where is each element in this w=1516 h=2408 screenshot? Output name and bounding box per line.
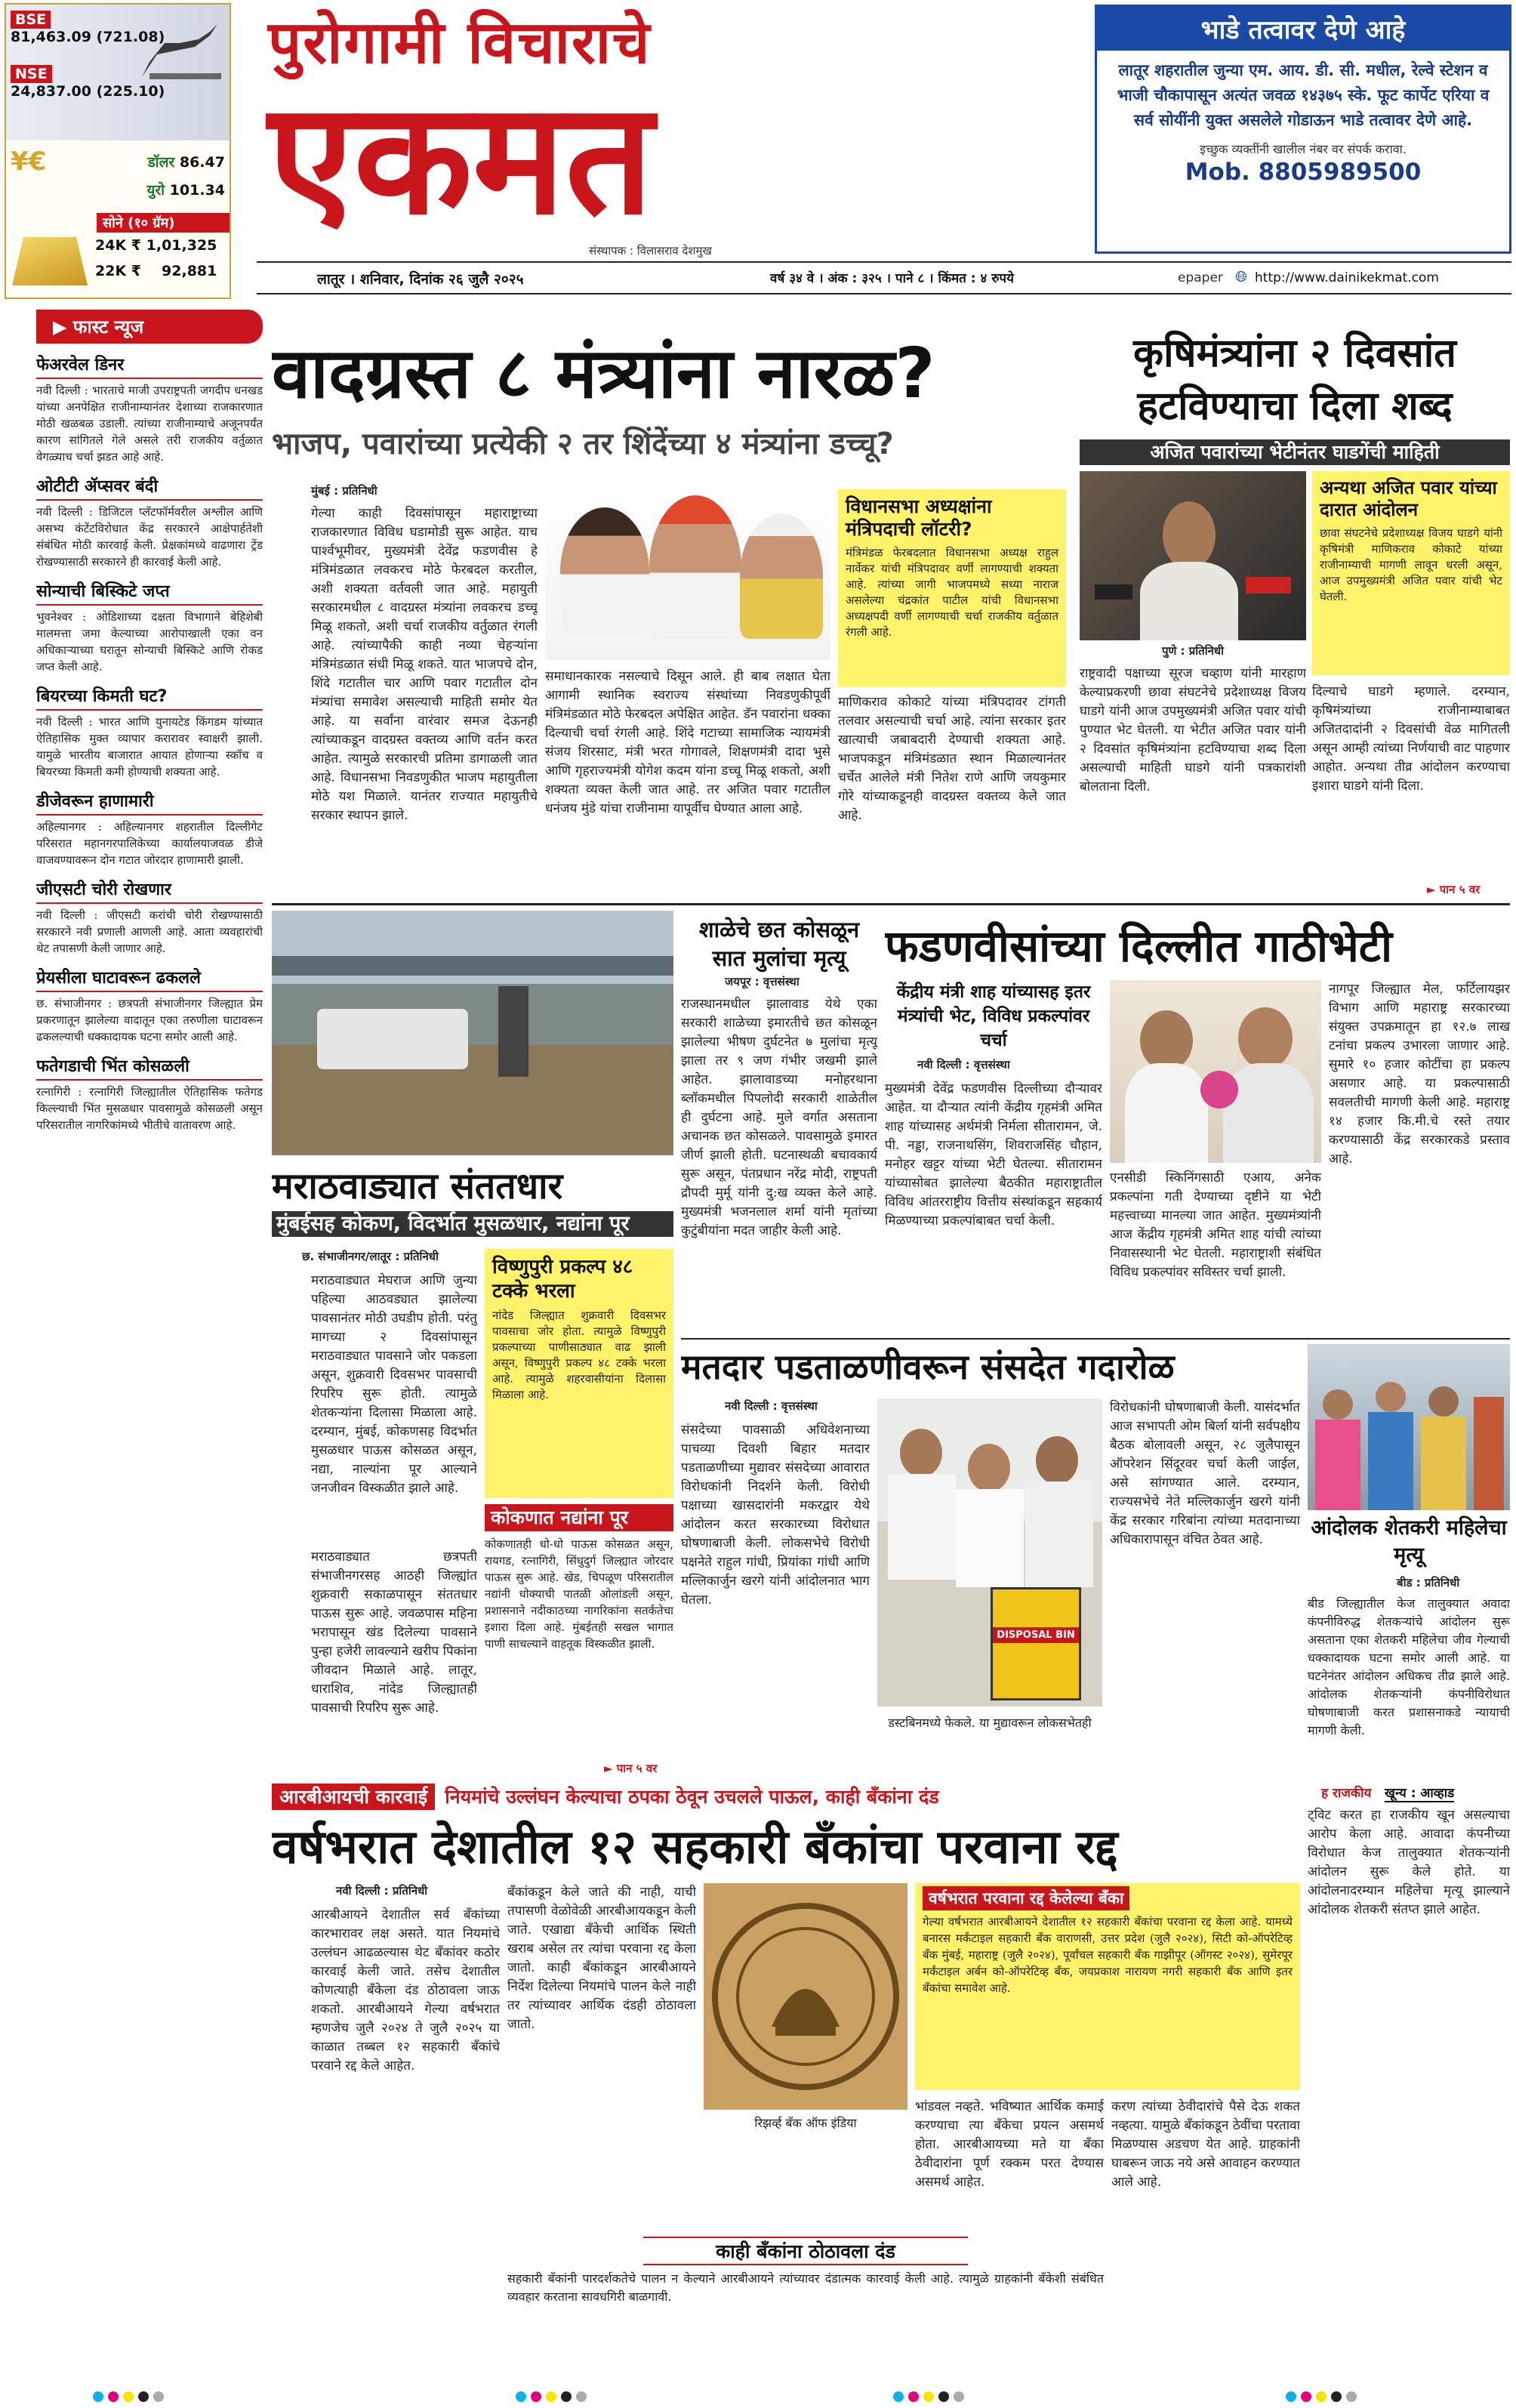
gold24-value: 1,01,325 [146, 237, 217, 254]
classified-ad [1095, 5, 1511, 254]
farmer-body-2: ट्विट करत हा राजकीय खून असल्याचा आरोप केला आहे. आवादा कंपनीच्या विरोधात केज तालुक्यात शेतकऱ्यांनी आंदोलन सुरू केले होते. या आंदोलनादरम्यान महिलेचा मृत्यू झाल्याने आंदोलक शेतकरी संतप्त झाले आहेत. [1308, 1808, 1510, 1917]
rain-body-2: मराठवाड्यात छत्रपती संभाजीनगरसह आठही जिल्ह्यांत शुक्रवारी सकाळपासून संततधार पाऊस सुरू आहे. जवळपास महिना भरापासून खंड दिलेल्या पावसाने पुन्हा हजेरी लावल्याने खरीप पिकांना जीवदान मिळाले आहे. लातूर, धाराशिव, नांदेड जिल्ह्यातही पावसाची रिपरिप सुरू आहे. [311, 1549, 477, 1716]
dateline-bar [257, 261, 1511, 294]
fast-news-header [36, 310, 263, 344]
fast-news-item-text: नवी दिल्ली : डिजिटल प्लॅटफॉर्मवरील अश्लील आणि असभ्य कंटेंटविरोधात केंद्र सरकारने आक्षेपार्हतेशी संबंधित मोठी कारवाई केली. प्रेक्षकांमध्ये वाढणारा ट्रेंड रोखण्यासाठी सरकारने ही कारवाई केली आहे. [36, 505, 263, 569]
agri-box-title: अन्यथा अजित पवार यांच्या दारात आंदोलन [1320, 477, 1497, 520]
fadnavis-headline: फडणवीसांच्या दिल्लीत गाठीभेटी [885, 920, 1393, 972]
rain-headline: मराठवाड्यात संततधार [272, 1165, 563, 1207]
lottery-body: मंत्रिमंडळ फेरबदलात विधानसभा अध्यक्ष राहुल नार्वेकर यांची मंत्रिपदावर वर्णी लागण्याची शक्यता आहे. त्यांच्या जागी भाजपमध्ये सध्या नाराज असलेल्या चंद्रकांत पाटील यांची विधानसभा अध्यक्षपदी वर्णी लागण्याची चर्चा राजकीय वर्तुळात रंगली आहे. [846, 546, 1058, 639]
fast-news-item-text: रत्नागिरी : रत्नागिरी जिल्ह्यातील ऐतिहासिक फतेगड किल्ल्याची भिंत मुसळधार पावसामुळे कोसळली असून परिसरातील नागरिकांमध्ये भीतीचे वातावरण आहे. [36, 1085, 263, 1132]
rbi-kicker-text: नियमांचे उल्लंघन केल्याचा ठपका ठेवून उचलले पाऊल, काही बँकांना दंड [445, 1786, 939, 1808]
euro-value: 101.34 [169, 182, 225, 199]
rbi-photo-caption: रिझर्व्ह बँक ऑफ इंडिया [754, 2116, 857, 2130]
arrow-icon: ▶ [53, 316, 73, 338]
fadnavis-body: मुख्यमंत्री देवेंद्र फडणवीस दिल्लीच्या दौऱ्यावर आहेत. या दौऱ्यात त्यांनी केंद्रीय गृहमंत्री अमित शाह यांच्यासह अर्थमंत्री निर्मला सीतारामन, जे. पी. नड्डा, राजनाथसिंग, शिवराजसिंह चौहान, मनोहर खट्टर यांच्या भेटी घेतल्या. सीतारामन यांच्यासोबत झालेल्या बैठकीत महाराष्ट्रातील विविध आंतरराष्ट्रीय वित्तीय संस्थांकडून सहकार्य मिळण्याच्या प्रकल्पांबाबत चर्चा केली. [885, 1081, 1102, 1229]
dollar-value: 86.47 [179, 154, 225, 171]
lottery-box [838, 489, 1066, 687]
divider [681, 1338, 1510, 1340]
vishnupuri-title: विष्णुपुरी प्रकल्प ४८ टक्के भरला [492, 1256, 633, 1303]
lead-subhead: भाजप, पवारांच्या प्रत्येकी २ तर शिंदेंच्या ४ मंत्र्यांना डच्चू? [272, 427, 894, 461]
rbi-headline: वर्षभरात देशातील १२ सहकारी बँकांचा परवाना रद्द [272, 1819, 1118, 1874]
nse-value: 24,837.00 (225.10) [11, 83, 165, 100]
politicians-photo [545, 489, 830, 660]
bse-label: BSE [11, 11, 51, 29]
rbi-sub-box-body: सहकारी बँकांनी पारदर्शकतेचे पालन न केल्याने आरबीआयने त्यांच्यावर दंडात्मक कारवाई केली आहे. त्यामुळे ग्राहकांनी बँकेशी संबंधित व्यवहार करताना सावधगिरी बाळगावी. [507, 2271, 1104, 2304]
rbi-kicker-label: आरबीआयची कारवाई [272, 1784, 435, 1810]
konkan-title: कोकणात नद्यांना पूर [485, 1504, 673, 1531]
rbi-sub-box-title: काही बँकांना ठोठावला दंड [643, 2237, 968, 2265]
lottery-title: विधानसभा अध्यक्षांना मंत्रिपदाची लॉटरी? [846, 495, 992, 540]
ad-body: लातूर शहरातील जुन्या एम. आय. डी. सी. मधील, रेल्वे स्टेशन व भाजी चौकापासून अत्यंत जवळ १४३७५ स्के. फूट कार्पेट एरिया व सर्व सोयींनी युक्त असलेले गोडाऊन भाडे तत्वावर देणे आहे. [1117, 61, 1490, 129]
website-link[interactable]: http://www.dainikekmat.com [1255, 270, 1439, 285]
rbi-box-title: वर्षभरात परवाना रद्द केलेल्या बँका [923, 1886, 1129, 1910]
agri-box-body: छावा संघटनेचे प्रदेशाध्यक्ष विजय घाडगे यांनी कृषिमंत्री माणिकराव कोकाटे यांच्या राजीनाम्याची मागणी लावून धरली असून, आज उपमुख्यमंत्री अजित पवार यांची भेट घेतली. [1320, 526, 1502, 603]
gold-bar-icon [12, 237, 88, 285]
protest-photo-caption: डस्टबिनमध्ये फेकले. या मुद्यावरून लोकसभेतही [888, 1716, 1092, 1730]
parliament-body-2: विरोधकांनी घोषणाबाजी केली. यासंदर्भात आज सभापती ओम बिर्ला यांनी सर्वपक्षीय बैठक बोलावली असून, २८ जुलैपासून ऑपरेशन सिंदूरवर चर्चा केली जाईल, असे सांगण्यात आले. दरम्यान, राज्यसभेचे नेते मल्लिकार्जुन खरगे यांनी केंद्र सरकार गरिबांना त्यांच्या मतदानाच्या अधिकारापासून वंचित ठेवत आहे. [1110, 1400, 1300, 1547]
bse-value: 81,463.09 (721.08) [11, 29, 165, 45]
parliament-headline: मतदार पडताळणीवरून संसदेत गदारोळ [681, 1346, 1175, 1387]
agri-headline-1: कृषिमंत्र्यांना २ दिवसांत [1133, 331, 1456, 376]
rbi-seal-icon [704, 1883, 907, 2110]
dateline: लातूर । शनिवार, दिनांक २६ जुलै २०२५ [317, 271, 524, 288]
farmer-protest-photo [1308, 1344, 1510, 1510]
agri-subhead: अजित पवारांच्या भेटीनंतर घाडगेंची माहिती [1080, 439, 1510, 465]
rain-subhead: मुंबईसह कोकण, विदर्भात मुसळधार, नद्यांना पूर [272, 1211, 673, 1237]
fast-news-item-title: डीजेवरून हाणामारी [36, 789, 263, 816]
agri-photo-caption: पुणे : प्रतिनिधी [1161, 644, 1225, 658]
rbi-fine-box [507, 2237, 1104, 2320]
rbi-kicker [272, 1784, 1300, 1814]
rbi-body-2: बँकांकडून केले जाते की नाही, याची तपासणी वेळोवेळी आरबीआयकडून केली जाते. एखाद्या बँकेची आर्थिक स्थिती खराब असेल तर त्यांचा परवाना रद्द केला जातो. काही बँकांकडून आरबीआयने निर्देश दिलेल्या नियमांचे पालन केले नाही तर त्यांच्यावर आर्थिक दंडही ठोठावला जातो. [507, 1885, 696, 2032]
fast-news-item-title: ओटीटी ॲप्सवर बंदी [36, 474, 263, 501]
konkan-body: कोकणातही धो-धो पाऊस कोसळत असून, रायगड, रत्नागिरी, सिंधुदुर्ग जिल्ह्यात जोरदार पाऊस सुरू आहे. खेड, चिपळूण परिसरातील नद्यांनी धोक्याची पातळी ओलांडली असून, प्रशासनाने नदीकाठच्या नागरिकांना सतर्कतेचा इशारा दिला आहे. मुंबईतही सखल भागात पाणी साचल्याने वाहतूक विस्कळीत झाली. [485, 1537, 673, 1651]
fast-news-list [36, 353, 263, 1133]
currency-block [6, 140, 230, 213]
fast-news-item-title: प्रेयसीला घाटावरून ढकलले [36, 966, 263, 992]
fast-news-sidebar [36, 310, 263, 2363]
disposal-bin [991, 1587, 1081, 1700]
farmer-byline: बीड : प्रतिनिधी [1397, 1576, 1460, 1589]
farmer-tag [1321, 1784, 1510, 1801]
ad-title: भाडे तत्वावर देणे आहे [1097, 7, 1509, 51]
masthead-name: एकमत [268, 69, 654, 249]
fast-news-title: फास्ट न्यूज [72, 316, 144, 338]
fast-news-item-title: सोन्याची बिस्किटे जप्त [36, 579, 263, 606]
meeting-photo [1110, 980, 1321, 1163]
masthead-tagline: पुरोगामी विचाराचे [268, 9, 652, 77]
farmer-tag-right: खून्य : आव्हाड [1385, 1786, 1455, 1801]
globe-icon: 🌐︎ [1235, 267, 1247, 285]
rbi-byline: नवी दिल्ली : प्रतिनिधी [336, 1884, 428, 1898]
fast-news-item-title: फतेगडाची भिंत कोसळली [36, 1054, 263, 1081]
lead-headline: वादग्रस्त ८ मंत्र्यांना नारळ? [272, 333, 935, 414]
farmer-headline: आंदोलक शेतकरी महिलेचा मृत्यू [1311, 1516, 1507, 1567]
rbi-seal-photo [704, 1883, 907, 2110]
ad-contact-note: इच्छुक व्यक्तींनी खालील नंबर वर संपर्क करावा. [1200, 142, 1407, 156]
lottery-body-2: माणिकराव कोकाटे यांच्या मंत्रिपदावर टांगती तलवार असल्याची चर्चा आहे. त्यांना सरकार इतर खात्याची जबाबदारी देण्याची शक्यता आहे. भाजपकडून मंत्रिमंडळात स्थान मिळाल्यानंतर चर्चेत आलेले मंत्री नितेश राणे आणि जयकुमार गोरे यांच्याकडूनही वादग्रस्त वक्तव्य केले जात आहे. [838, 695, 1066, 823]
gold24-label: 24K ₹ [95, 237, 141, 254]
fadnavis-subhead: केंद्रीय मंत्री शाह यांच्यासह इतर मंत्र्यांची भेट, विविध प्रकल्पांवर चर्चा [896, 982, 1091, 1050]
currency-icon: ¥€ [11, 146, 47, 177]
rbi-banks-box [915, 1883, 1300, 2090]
nse-label: NSE [11, 65, 52, 83]
issue-info: वर्ष ३४ वे । अंक : ३२५ । पाने ८ । किंमत : ४ रुपये [770, 271, 1014, 286]
epaper-label: epaper [1178, 270, 1223, 285]
gold22-label: 22K ₹ [95, 263, 141, 279]
konkan-continuation: ► पान ५ वर [604, 1762, 658, 1775]
fast-news-item-title: बियरच्या किमती घट? [36, 684, 263, 711]
fast-news-item-text: नवी दिल्ली : जीएसटी करांची चोरी रोखण्यासाठी सरकारने नवी प्रणाली आणली आहे. आता व्यवहारांची थेट तपासणी केली जाणार आहे. [36, 908, 263, 955]
rbi-body-3: भांडवल नव्हते. भविष्यात आर्थिक कमाई करण्याचा त्या बँकेचा प्रयत्न असमर्थ होता. आरबीआयच्या मते या बँका ठेवीदारांना पूर्ण रक्कम परत देण्यास असमर्थ आहेत. [915, 2099, 1104, 2190]
protest-photo [877, 1398, 1102, 1707]
agri-warning-box [1312, 471, 1510, 675]
lead-body-2: समाधानकारक नसल्याचे दिसून आले. ही बाब लक्षात घेता आगामी स्थानिक स्वराज्य संस्थांच्या निवडणुकीपूर्वी मंत्रिमंडळात मोठे फेरबदल अपेक्षित आहेत. डॅन पवारांना धक्का दिल्याची चर्चा रंगली आहे. शिंदे गटाच्या सामाजिक न्यायमंत्री संजय शिरसाट, मंत्री भरत गोगावले, शिक्षणमंत्री दादा भुसे आणि गृहराज्यमंत्री योगेश कदम यांना डच्चू मिळू शकतो, अशी शक्यता व्यक्त केली जात आहे. तर अजित पवार गटातील धनंजय मुंडे यांचा राजीनामा यापूर्वीच घेण्यात आला आहे. [545, 669, 830, 816]
flood-photo [272, 911, 673, 1155]
fast-news-item-text: नवी दिल्ली : भारत आणि युनायटेड किंगडम यांच्यात ऐतिहासिक मुक्त व्यापार करारावर स्वाक्षरी झाली. यामुळे भारतीय बाजारात आयात होणाऱ्या स्कॉच व बियरच्या किमती कमी होण्याची शक्यता आहे. [36, 715, 263, 779]
bull-icon [134, 9, 225, 85]
rbi-box-body: गेल्या वर्षभरात आरबीआयने देशातील १२ सहकारी बँकांचा परवाना रद्द केला आहे. यामध्ये बनारस मर्कंटाइल सहकारी बँक वाराणसी, उत्तर प्रदेश (जुलै २०२४), सिटी को-ऑपरेटिव्ह बँक मुंबई, महाराष्ट्र (जुलै २०२४), पूर्वांचल सहकारी बँक गाझीपूर (ऑगस्ट २०२४), सुमेरपूर मर्कंटाइल अर्बन को-ऑपरेटिव्ह बँक, जयप्रकाश नारायण नगरी सहकारी बँक आणि इतर बँकांचा समावेश आहे. [923, 1915, 1293, 1995]
school-headline: शाळेचे छत कोसळून सात मुलांचा मृत्यू [698, 917, 860, 971]
school-body: राजस्थानमधील झालावाड येथे एका सरकारी शाळेच्या इमारतीचे छत कोसळून झालेल्या भीषण दुर्घटनेत ७ मुलांचा मृत्यू झाला तर ९ जण गंभीर जखमी झाले आहेत. झालावाडच्या मनोहरथाना ब्लॉकमधील पिपलोदी सरकारी शाळेतील ही दुर्घटना आहे. मुले वर्गात असताना अचानक छत कोसळले. पावसामुळे इमारत जीर्ण झाली होती. घटनास्थळी बचावकार्य सुरू असून, पंतप्रधान नरेंद्र मोदी, राष्ट्रपती द्रौपदी मुर्मू यांनी दु:ख व्यक्त केले आहे. मुख्यमंत्री भजनलाल शर्मा यांनी मृतांच्या कुटुंबीयांना मदत जाहीर केली आहे. [681, 997, 877, 1238]
market-panel [5, 3, 231, 299]
rain-byline: छ. संभाजीनगर/लातूर : प्रतिनिधी [302, 1250, 439, 1263]
founder-line: संस्थापक : विलासराव देशमुख [589, 244, 712, 257]
lead-byline: मुंबई : प्रतिनिधी [311, 484, 377, 498]
ad-mobile: Mob. 8805989500 [1185, 159, 1422, 186]
agri-body-2: दिल्याचे घाडगे म्हणाले. दरम्यान, कृषिमंत्र्यांच्या राजीनाम्याबाबत अजितदादांनी २ दिवसांची वेळ मागितली असून आम्ही त्यांच्या निर्णयाची वाट पाहणार आहोत. अन्यथा तीव्र आंदोलन करण्याचा इशारा घाडगे यांनी दिला. [1312, 684, 1510, 794]
agri-body: राष्ट्रवादी पक्षाच्या सूरज चव्हाण यांनी मारहाण केल्याप्रकरणी छावा संघटनेचे प्रदेशाध्यक्ष विजय घाडगे यांनी आज उपमुख्यमंत्री अजित पवार यांची पुण्यात भेट घेतली. या भेटीत अजित पवार यांनी २ दिवसांत कृषिमंत्र्यांना हटविण्याचा शब्द दिला असल्याची माहिती घाडगे यांनी पत्रकारांशी बोलताना दिली. [1080, 666, 1306, 794]
registration-marks [0, 2386, 1516, 2408]
agri-continuation: ► पान ५ वर [1427, 883, 1481, 896]
fadnavis-byline: नवी दिल्ली : वृत्तसंस्था [917, 1058, 1010, 1071]
gold-label: सोने (१० ग्रॅम) [97, 213, 230, 233]
stock-block [6, 5, 230, 140]
fadnavis-body-2: एनसीडी स्किनिंगसाठी एआय, अनेक प्रकल्पांना गती देण्याच्या दृष्टीने या भेटी महत्त्वाच्या मानल्या जात आहेत. मुख्यमंत्र्यांनी आज केंद्रीय गृहमंत्री अमित शाह यांची त्यांच्या निवासस्थानी भेट घेतली. महाराष्ट्राशी संबंधित विविध प्रकल्पांवर सविस्तर चर्चा झाली. [1110, 1170, 1321, 1280]
parliament-byline: नवी दिल्ली : वृत्तसंस्था [725, 1399, 818, 1413]
fast-news-item-text: अहिल्यानगर : अहिल्यानगर शहरातील दिल्लीगेट परिसरात महानगरपालिकेच्या कार्यालयाजवळ डीजे वाजवण्यावरून दोन गटात जोरदार हाणामारी झाली. [36, 820, 263, 867]
school-byline: जयपूर : वृत्तसंस्था [725, 975, 800, 988]
rain-body: मराठवाड्यात मेघराज आणि जुन्या पहिल्या आठवड्यात झालेल्या पावसानंतर मोठी उघडीप होती. परंतु मागच्या २ दिवसांपासून मराठवाड्यात पावसाने जोर पकडला असून, शुक्रवारी दिवसभर पावसाची रिपरिप सुरू होती. त्यामुळे शेतकऱ्यांना दिलासा मिळाला आहे. दरम्यान, मुंबई, कोकणसह विदर्भात मुसळधार पाऊस कोसळत असून, नद्या, नाल्यांना पूर आल्याने जनजीवन विस्कळीत झाले आहे. [311, 1273, 477, 1496]
divider [272, 903, 1510, 905]
vishnupuri-box [485, 1249, 673, 1498]
farmer-body: बीड जिल्ह्यातील केज तालुक्यात अवादा कंपनीविरुद्ध शेतकऱ्यांचे आंदोलन सुरू असताना एका शेतकरी महिलेचा जीव गेल्याची धक्कादायक घटना समोर आली आहे. या घटनेनंतर आंदोलन अधिकच तीव्र झाले आहे. आंदोलक शेतकऱ्यांनी कंपनीविरोधात घोषणाबाजी करत प्रशासनाकडे न्यायाची मागणी केली. [1308, 1596, 1510, 1737]
press-photo [1080, 471, 1306, 640]
vishnupuri-body: नांदेड जिल्ह्यात शुक्रवारी दिवसभर पावसाचा जोर होता. त्यामुळे विष्णुपुरी प्रकल्पाच्या पाणीसाठ्यात वाढ झाली असून, विष्णुपुरी प्रकल्प ४८ टक्के भरला आहे. त्यामुळे शहरवासीयांना दिलासा मिळाला आहे. [492, 1309, 666, 1401]
fast-news-item-title: जीएसटी चोरी रोखणार [36, 877, 263, 904]
fadnavis-body-3: नागपूर जिल्ह्यात मेल, फर्टिलायझर विभाग आणि महाराष्ट्र सरकारच्या संयुक्त उपक्रमातून हा १२.७ लाख टनांचा प्रकल्प उभारला जाणार आहे. सुमारे १० हजार कोटींचा हा प्रकल्प असणार आहे. या प्रकल्पासाठी सवलतीची मागणी केली आहे. महाराष्ट्र १४ हजार कि.मी.चे रस्ते तयार करण्यासाठी केंद्र सरकारकडे प्रस्ताव आहे. [1329, 982, 1510, 1167]
dollar-label: डॉलर [147, 154, 175, 171]
parliament-body: संसदेच्या पावसाळी अधिवेशनाच्या पाचव्या दिवशी बिहार मतदार पडताळणीच्या मुद्यावर संसदेच्या आवारात विरोधकांनी निदर्शने केली. विरोधी पक्षाच्या खासदारांनी मकरद्वार येथे आंदोलन करत सरकारच्या विरोधात घोषणाबाजी केली. लोकसभेचे विरोधी पक्षनेते राहुल गांधी, प्रियांका गांधी आणि मल्लिकार्जुन खरगे यांनी आंदोलनात भाग घेतला. [681, 1423, 870, 1608]
farmer-tag-left: ह राजकीय [1321, 1786, 1372, 1801]
lead-body: गेल्या काही दिवसांपासून महाराष्ट्राच्या राजकारणात विविध घडामोडी सुरू आहेत. याच पार्श्वभूमीवर, मुख्यमंत्री देवेंद्र फडणवीस हे मंत्रिमंडळात लवकरच मोठे फेरबदल करतील, अशी शक्यता वर्तवली जात आहे. महायुती सरकारमधील ८ वादग्रस्त मंत्र्यांना लवकरच डच्चू मिळू शकतो, अशी चर्चा राजकीय वर्तुळात रंगली आहे. त्यांच्यापैकी काही नव्या चेहऱ्यांना मंत्रिमंडळात संधी मिळू शकते. यात भाजपचे दोन, शिंदे गटातील चार आणि पवार गटातील दोन मंत्र्यांचा समावेश असल्याची माहिती समोर येत आहे. या सर्वांना वारंवार समज देऊनही त्यांच्याकडून वादग्रस्त वक्तव्य आणि वर्तन करत आहेत. त्यामुळे सरकारची प्रतिमा डागाळली जात आहे. विधानसभा निवडणुकीत भाजप महायुतीला मोठे यश मिळाले. यानंतर राज्यात महायुतीचे सरकार स्थापन झाले. [311, 506, 538, 823]
gold22-value: 92,881 [162, 263, 217, 279]
bin-label: DISPOSAL BIN [993, 1627, 1079, 1643]
rbi-body: आरबीआयने देशातील सर्व बँकांच्या कारभारावर लक्ष असते. यात नियमांचे उल्लंघन आढळल्यास थेट बँकांवर कठोर कारवाई केली जाते. तसेच देशातील कोणत्याही बँकेला दंड ठोठावला जाऊ शकतो. आरबीआयने गेल्या वर्षभरात म्हणजेच जुलै २०२४ ते जुलै २०२५ या काळात तब्बल १२ सहकारी बँकांचे परवाने रद्द केले आहेत. [311, 1907, 500, 2073]
fast-news-item-text: छ. संभाजीनगर : छत्रपती संभाजीनगर जिल्ह्यात प्रेम प्रकरणातून झालेल्या वादातून एका तरुणीला घाटावरून ढकलल्याची धक्कादायक घटना समोर आली आहे. [36, 997, 263, 1044]
fast-news-item-text: नवी दिल्ली : भारताचे माजी उपराष्ट्रपती जगदीप धनखड यांच्या अनपेक्षित राजीनाम्यानंतर देशाच्या राजकारणात मोठी खळबळ उडाली. त्यांच्या राजीनाम्याचे अजूनपर्यंत कारण सांगितले गेले असले तरी राजकीय वर्तुळात वेगळ्याच चर्चा झडत आहे आहे. [36, 384, 263, 464]
fast-news-item-text: भुवनेश्वर : ओडिशाच्या दक्षता विभागाने बेहिशेबी मालमत्ता जमा केल्याच्या आरोपाखाली एका वन अधिकाऱ्याच्या घरातून सोन्याची बिस्किटे आणि रोकड जप्त केली आहे. [36, 610, 263, 674]
rbi-body-4: करण त्यांच्या ठेवीदारांचे पैसे देऊ शकत नव्हत्या. यामुळे बँकांकडून ठेवींचा परतावा मिळण्यास अडचण येत आहे. ग्राहकांनी घाबरून जाऊ नये असे आवाहन करण्यात आले आहे. [1111, 2099, 1300, 2190]
agri-headline-2: हटविण्याचा दिला शब्द [1137, 384, 1453, 429]
gold-block [6, 213, 230, 298]
euro-label: युरो [146, 182, 165, 199]
fast-news-item-title: फेअरवेल डिनर [36, 353, 263, 379]
